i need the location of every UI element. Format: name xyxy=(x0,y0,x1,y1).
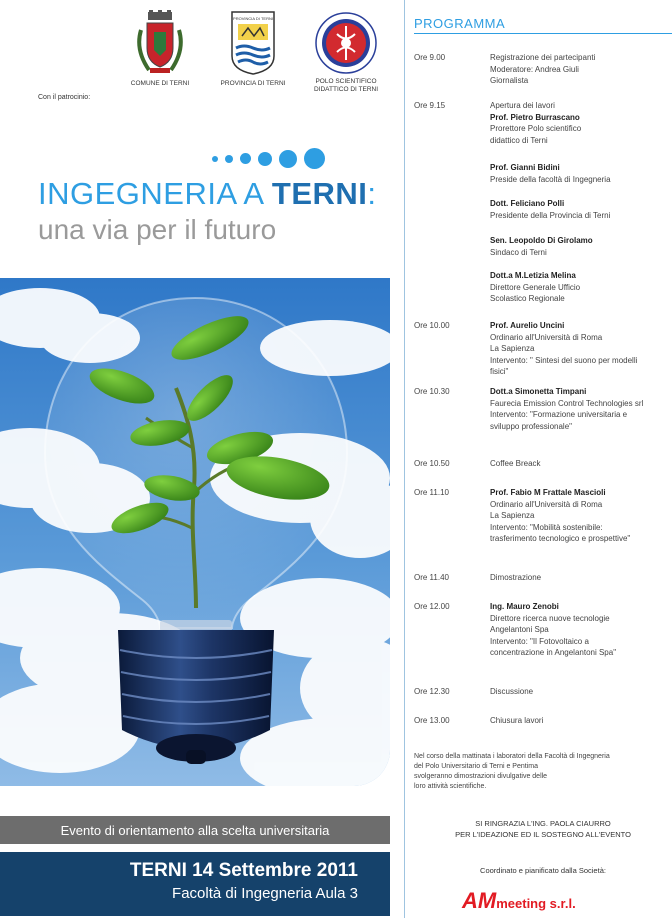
program-line: Direttore Generale Ufficio xyxy=(490,282,581,292)
speaker-name: Sen. Leopoldo Di Girolamo xyxy=(490,236,593,245)
note-line: del Polo Universitario di Terni e Pentima xyxy=(414,763,538,770)
program-details xyxy=(490,715,672,727)
program-entry xyxy=(414,100,672,146)
program-line: fisici" xyxy=(490,367,509,376)
speaker-name: Dott. Feliciano Polli xyxy=(490,199,565,208)
note-line: Nel corso della mattinata i laboratori della Facoltà di Ingegneria xyxy=(414,753,610,760)
program-line: Presidente della Provincia di Terni xyxy=(490,210,611,220)
program-title: PROGRAMMA xyxy=(414,16,506,31)
note-line: loro attività scientifiche. xyxy=(414,783,487,790)
program-time: Ore 10.30 xyxy=(414,387,450,396)
program-entry xyxy=(414,601,672,659)
program-time: Ore 11.40 xyxy=(414,573,449,582)
program-line: Angelantoni Spa xyxy=(490,625,549,634)
comune-di-terni-coat-of-arms-icon xyxy=(135,10,185,76)
program-line: Preside della facoltà di Ingegneria xyxy=(490,174,611,184)
headline-colon: : xyxy=(367,176,377,211)
program-entry xyxy=(414,715,672,727)
provincia-logo xyxy=(213,10,293,88)
program-line: Chiusura lavori xyxy=(490,716,544,725)
comune-caption: COMUNE DI TERNI xyxy=(130,80,190,87)
lightbulb-with-plant-on-sky-icon xyxy=(0,278,390,786)
program-entry xyxy=(414,320,672,378)
program-details xyxy=(490,198,672,221)
program-details xyxy=(490,52,672,87)
program-line: Ordinario all'Università di Roma xyxy=(490,332,603,342)
program-line: sviluppo professionale" xyxy=(490,421,572,431)
program-details xyxy=(490,320,672,378)
program-entry xyxy=(414,487,672,545)
program-time: Ore 12.30 xyxy=(414,687,450,696)
program-time: Ore 13.00 xyxy=(414,716,450,725)
program-line: Moderatore: Andrea Giuli xyxy=(490,64,579,74)
speaker-name: Prof. Aurelio Uncini xyxy=(490,321,565,330)
dot-icon xyxy=(212,156,218,162)
am-meeting-logo xyxy=(462,888,576,914)
program-entry xyxy=(414,572,672,584)
program-details xyxy=(490,100,672,146)
lab-note xyxy=(414,752,672,792)
am-logo-text: meeting s.r.l. xyxy=(496,896,576,911)
program-line: Discussione xyxy=(490,687,534,696)
program-entry xyxy=(414,458,672,470)
event-band xyxy=(0,852,390,916)
program-line: Prorettore Polo scientifico xyxy=(490,124,582,133)
polo-caption: POLO SCIENTIFICO DIDATTICO DI TERNI xyxy=(313,78,379,93)
polo-logo xyxy=(306,10,386,94)
program-details xyxy=(490,686,672,698)
thanks-line: PER L'IDEAZIONE ED IL SOSTEGNO ALL'EVENTO xyxy=(455,830,631,839)
program-time: Ore 11.10 xyxy=(414,488,449,497)
program-line: Ordinario all'Università di Roma xyxy=(490,499,603,509)
event-date: TERNI 14 Settembre 2011 xyxy=(129,860,358,881)
speaker-name: Prof. Fabio M Frattale Mascioli xyxy=(490,488,606,497)
program-time: Ore 10.50 xyxy=(414,459,450,468)
program-line: didattico di Terni xyxy=(490,135,548,145)
program-line: Intervento: "Formazione universitaria e xyxy=(490,410,628,419)
program-details xyxy=(490,487,672,545)
program-entry xyxy=(414,686,672,698)
speaker-name: Prof. Pietro Burrascano xyxy=(490,112,580,122)
program-line: Giornalista xyxy=(490,76,529,85)
program-details xyxy=(490,458,672,470)
program-entry xyxy=(414,52,672,87)
program-entry xyxy=(414,270,672,305)
program-title-rule xyxy=(414,33,672,34)
patronage-label: Con il patrocinio: xyxy=(38,94,91,101)
program-details xyxy=(490,162,672,185)
thanks-text xyxy=(414,818,672,840)
program-details xyxy=(490,386,672,432)
note-line: svolgeranno dimostrazioni divulgative delle xyxy=(414,773,548,780)
organizer-label: Coordinato e pianificato dalla Società: xyxy=(480,866,606,875)
crest-inner-text: PROVINCIA DI TERNI xyxy=(233,16,273,21)
headline-line2: una via per il futuro xyxy=(38,214,277,245)
dot-icon xyxy=(225,155,233,163)
program-line: Intervento: "Il Fotovoltaico a xyxy=(490,636,589,646)
program-line: Dimostrazione xyxy=(490,573,542,582)
dot-icon xyxy=(240,153,251,164)
program-entry xyxy=(414,162,672,185)
program-details xyxy=(490,270,672,305)
program-line: Sindaco di Terni xyxy=(490,247,547,257)
thanks-line: SI RINGRAZIA L'ING. PAOLA CIAURRO xyxy=(475,819,611,828)
program-details xyxy=(490,572,672,584)
program-line: La Sapienza xyxy=(490,344,535,353)
program-details xyxy=(490,235,672,258)
program-line: Intervento: "Mobilità sostenibile: xyxy=(490,522,603,532)
speaker-name: Dott.a Simonetta Timpani xyxy=(490,387,587,396)
am-logo-mark: AM xyxy=(462,888,497,913)
program-line: Intervento: " Sintesi del suono per modelli xyxy=(490,355,638,365)
program-line: Scolastico Regionale xyxy=(490,294,565,303)
speaker-name: Prof. Gianni Bidini xyxy=(490,163,560,172)
program-entry xyxy=(414,198,672,221)
program-time: Ore 9.15 xyxy=(414,101,446,110)
dot-icon xyxy=(258,152,272,166)
program-line: Apertura dei lavori xyxy=(490,101,555,110)
program-details xyxy=(490,601,672,659)
headline-bold: TERNI xyxy=(271,176,368,211)
program-time: Ore 9.00 xyxy=(414,53,446,62)
headline-line1 xyxy=(38,176,377,212)
orientation-band: Evento di orientamento alla scelta universitaria xyxy=(0,816,390,844)
lightbulb-photo xyxy=(0,278,390,786)
program-line: trasferimento tecnologico e prospettive" xyxy=(490,534,631,543)
column-divider xyxy=(404,0,405,918)
program-line: concentrazione in Angelantoni Spa" xyxy=(490,648,617,657)
headline-light: INGEGNERIA A xyxy=(38,176,272,211)
provincia-di-terni-crest-icon xyxy=(230,10,276,76)
program-time: Ore 10.00 xyxy=(414,321,450,330)
event-place: Facoltà di Ingegneria Aula 3 xyxy=(172,885,358,902)
dot-icon xyxy=(304,148,325,169)
comune-logo xyxy=(125,10,195,88)
program-line: Coffee Breack xyxy=(490,459,541,468)
speaker-name: Ing. Mauro Zenobi xyxy=(490,602,559,611)
speaker-name: Dott.a M.Letizia Melina xyxy=(490,271,576,280)
program-line: La Sapienza xyxy=(490,511,535,520)
patronage-row xyxy=(0,10,395,110)
program-line: Registrazione dei partecipanti xyxy=(490,53,596,62)
decorative-dots xyxy=(212,148,325,169)
polo-scientifico-seal-icon xyxy=(315,12,377,74)
program-time: Ore 12.00 xyxy=(414,602,450,611)
program-line: Faurecia Emission Control Technologies srl xyxy=(490,398,644,408)
program-entry xyxy=(414,386,672,432)
provincia-caption: PROVINCIA DI TERNI xyxy=(220,80,286,87)
dot-icon xyxy=(279,150,297,168)
program-entry xyxy=(414,235,672,258)
program-line: Direttore ricerca nuove tecnologie xyxy=(490,613,610,623)
